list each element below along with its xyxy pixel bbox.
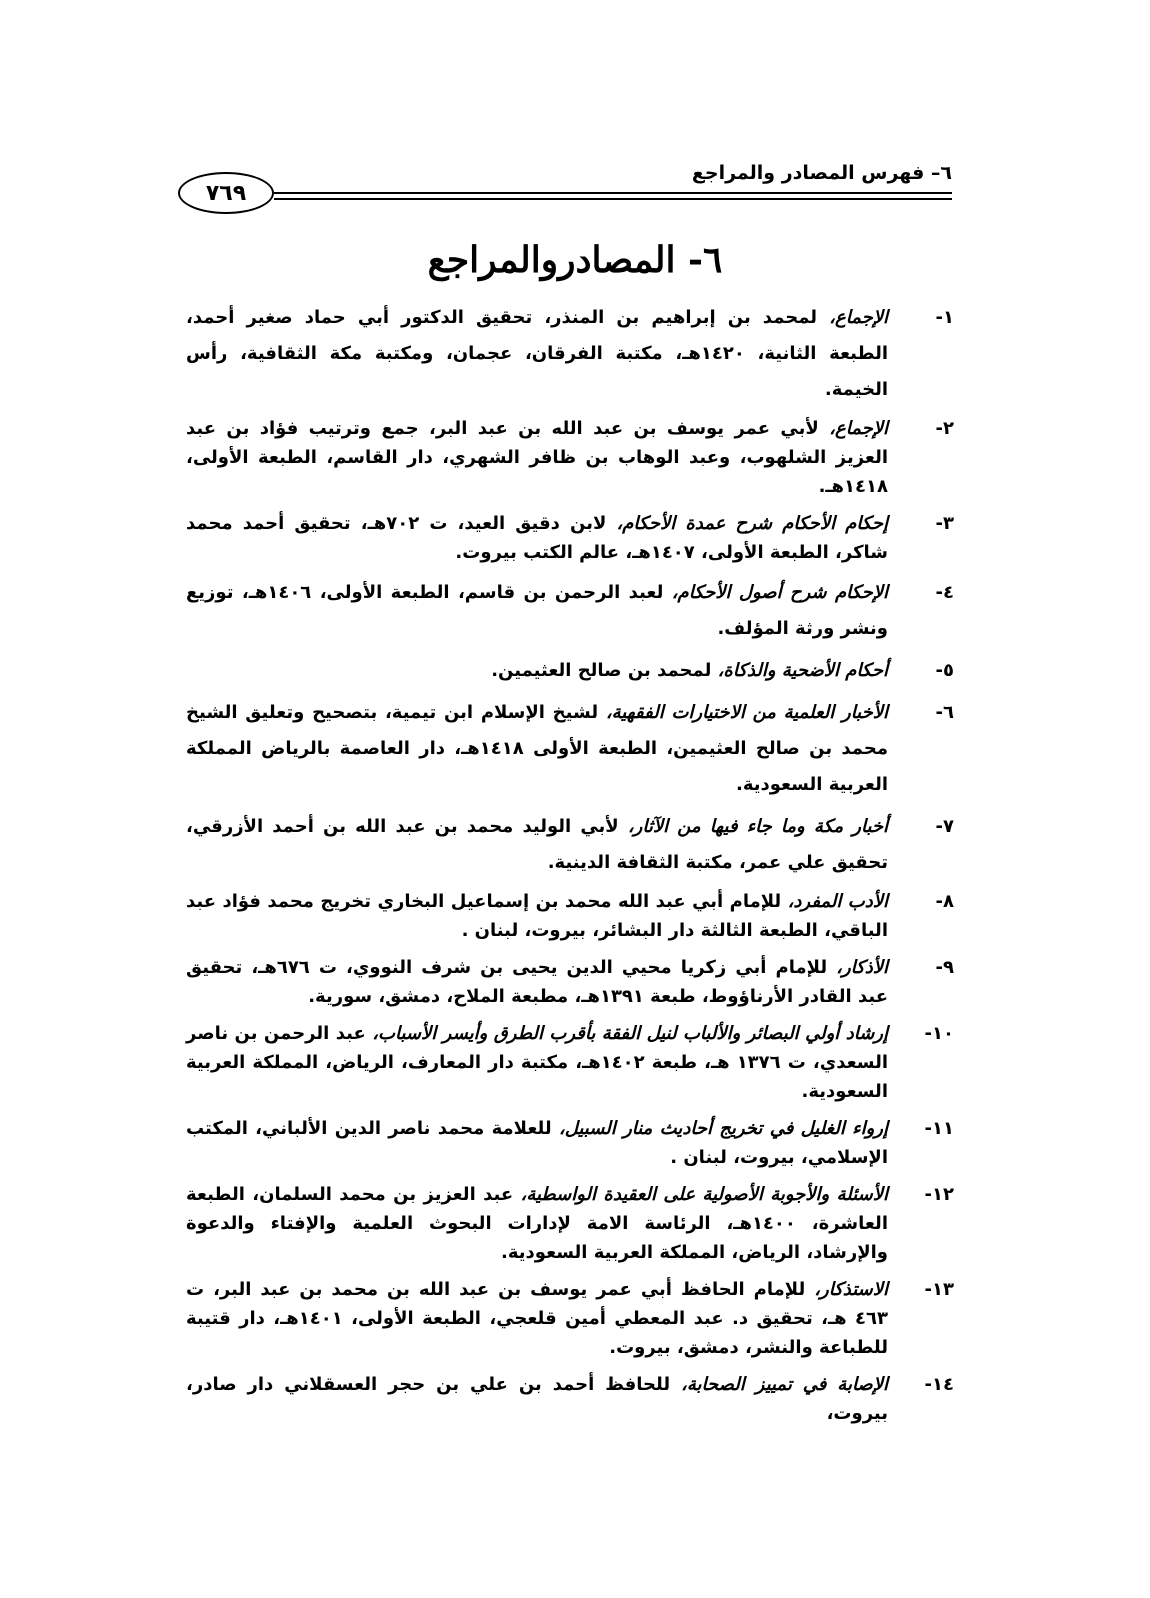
reference-entry bbox=[186, 575, 954, 647]
running-title: ٦– فهرس المصادر والمراجع bbox=[691, 162, 952, 184]
reference-entry bbox=[186, 509, 954, 567]
reference-details: للعلامة محمد ناصر الدين الألباني، المكتب الإسلامي، بيروت، لبنان . bbox=[186, 1118, 888, 1168]
reference-number: ١٠- bbox=[924, 1023, 954, 1044]
reference-details: لابن دقيق العيد، ت ٧٠٢هـ، تحقيق أحمد محمد شاكر، الطبعة الأولى، ١٤٠٧هـ، عالم الكتب بيروت. bbox=[186, 513, 888, 563]
reference-details: لمحمد بن صالح العثيمين. bbox=[491, 660, 718, 681]
running-header bbox=[178, 160, 952, 220]
reference-details: للإمام أبي عبد الله محمد بن إسماعيل البخاري تخريج محمد فؤاد عبد الباقي، الطبعة الثالثة دار البشائر، بيروت، لبنان . bbox=[186, 891, 888, 941]
reference-title: أحكام الأضحية والذكاة، bbox=[717, 660, 888, 681]
reference-number: ١٤- bbox=[924, 1374, 954, 1395]
reference-title: الأدب المفرد، bbox=[787, 891, 889, 912]
reference-details: لأبي عمر يوسف بن عبد الله بن عبد البر، جمع وترتيب فؤاد بن عبد العزيز الشلهوب، وعبد الوهاب بن ظافر الشهري، دار القاسم، الطبعة الأولى، ١٤١٨هـ. bbox=[186, 418, 888, 497]
reference-number: ١٢- bbox=[924, 1184, 954, 1205]
reference-details: لشيخ الإسلام ابن تيمية، بتصحيح وتعليق الشيخ محمد بن صالح العثيمين، الطبعة الأولى ١٤١٨هـ، دار العاصمة بالرياض المملكة العربية السعودية. bbox=[186, 702, 888, 795]
reference-title: الإحكام شرح أصول الأحكام، bbox=[671, 582, 888, 603]
reference-title: الأسئلة والأجوبة الأصولية على العقيدة الواسطية، bbox=[520, 1184, 888, 1205]
page-number-badge: ٧٦٩ bbox=[178, 172, 274, 214]
reference-title: الاستذكار، bbox=[814, 1279, 888, 1300]
reference-entry bbox=[186, 1019, 954, 1106]
reference-title: الإجماع، bbox=[829, 418, 888, 439]
reference-entry bbox=[186, 300, 954, 408]
header-rule bbox=[274, 198, 952, 200]
reference-number: ٥- bbox=[935, 660, 954, 681]
reference-title: إحكام الأحكام شرح عمدة الأحكام، bbox=[616, 513, 888, 534]
reference-entry bbox=[186, 887, 954, 945]
reference-number: ١- bbox=[935, 307, 954, 328]
reference-entry bbox=[186, 1275, 954, 1362]
reference-details: لعبد الرحمن بن قاسم، الطبعة الأولى، ١٤٠٦هـ، توزيع ونشر ورثة المؤلف. bbox=[186, 582, 888, 639]
reference-title: الإصابة في تمييز الصحابة، bbox=[681, 1374, 888, 1395]
reference-number: ٦- bbox=[935, 702, 954, 723]
reference-number: ٤- bbox=[935, 582, 954, 603]
reference-title: الأذكار، bbox=[836, 957, 889, 978]
reference-details: لمحمد بن إبراهيم بن المنذر، تحقيق الدكتور أبي حماد صغير أحمد، الطبعة الثانية، ١٤٢٠هـ، مكتبة الفرقان، عجمان، ومكتبة مكة الثقافية، رأس الخيمة. bbox=[186, 307, 888, 400]
reference-details: لأبي الوليد محمد بن عبد الله بن أحمد الأزرقي، تحقيق علي عمر، مكتبة الثقافة الدينية. bbox=[186, 816, 888, 873]
reference-details: للحافظ أحمد بن علي بن حجر العسقلاني دار صادر، بيروت، bbox=[186, 1374, 888, 1424]
reference-title: إرشاد أولي البصائر والألباب لنيل الفقة بأقرب الطرق وأيسر الأسباب، bbox=[372, 1023, 888, 1044]
reference-number: ٨- bbox=[935, 891, 954, 912]
reference-entry bbox=[186, 414, 954, 501]
reference-details: عبد الرحمن بن ناصر السعدي، ت ١٣٧٦ هـ، طبعة ١٤٠٢هـ، مكتبة دار المعارف، الرياض، المملكة العربية السعودية. bbox=[186, 1023, 888, 1102]
section-title: ٦- المصادروالمراجع bbox=[427, 239, 723, 281]
reference-number: ٣- bbox=[935, 513, 954, 534]
reference-details: للإمام أبي زكريا محيي الدين يحيى بن شرف النووي، ت ٦٧٦هـ، تحقيق عبد القادر الأرناؤوط، طبعة ١٣٩١هـ، مطبعة الملاح، دمشق، سورية. bbox=[186, 957, 888, 1007]
reference-number: ١١- bbox=[924, 1118, 954, 1139]
reference-entry bbox=[186, 1180, 954, 1267]
reference-title: الإجماع، bbox=[829, 307, 888, 328]
reference-title: الأخبار العلمية من الاختيارات الفقهية، bbox=[605, 702, 889, 723]
reference-entry bbox=[186, 695, 954, 803]
reference-entry bbox=[186, 809, 954, 881]
reference-entry bbox=[186, 653, 954, 689]
reference-number: ٢- bbox=[935, 418, 954, 439]
reference-details: عبد العزيز بن محمد السلمان، الطبعة العاشرة، ١٤٠٠هـ، الرئاسة الامة لإدارات البحوث العلمية والإفتاء والدعوة والإرشاد، الرياض، المملكة العربية السعودية. bbox=[186, 1184, 888, 1263]
reference-number: ٩- bbox=[935, 957, 954, 978]
reference-list bbox=[186, 300, 954, 1436]
reference-number: ١٣- bbox=[924, 1279, 954, 1300]
header-rule bbox=[274, 192, 952, 194]
reference-entry bbox=[186, 1370, 954, 1428]
reference-title: إرواء الغليل في تخريج أحاديث منار السبيل، bbox=[558, 1118, 888, 1139]
reference-entry bbox=[186, 953, 954, 1011]
reference-title: أخبار مكة وما جاء فيها من الآثار، bbox=[627, 816, 889, 837]
reference-entry bbox=[186, 1114, 954, 1172]
reference-number: ٧- bbox=[935, 816, 954, 837]
reference-details: للإمام الحافظ أبي عمر يوسف بن عبد الله بن محمد بن عبد البر، ت ٤٦٣ هـ، تحقيق د. عبد المعطي أمين قلعجي، الطبعة الأولى، ١٤٠١هـ، دار قتيبة للطباعة والنشر، دمشق، بيروت. bbox=[186, 1279, 888, 1358]
